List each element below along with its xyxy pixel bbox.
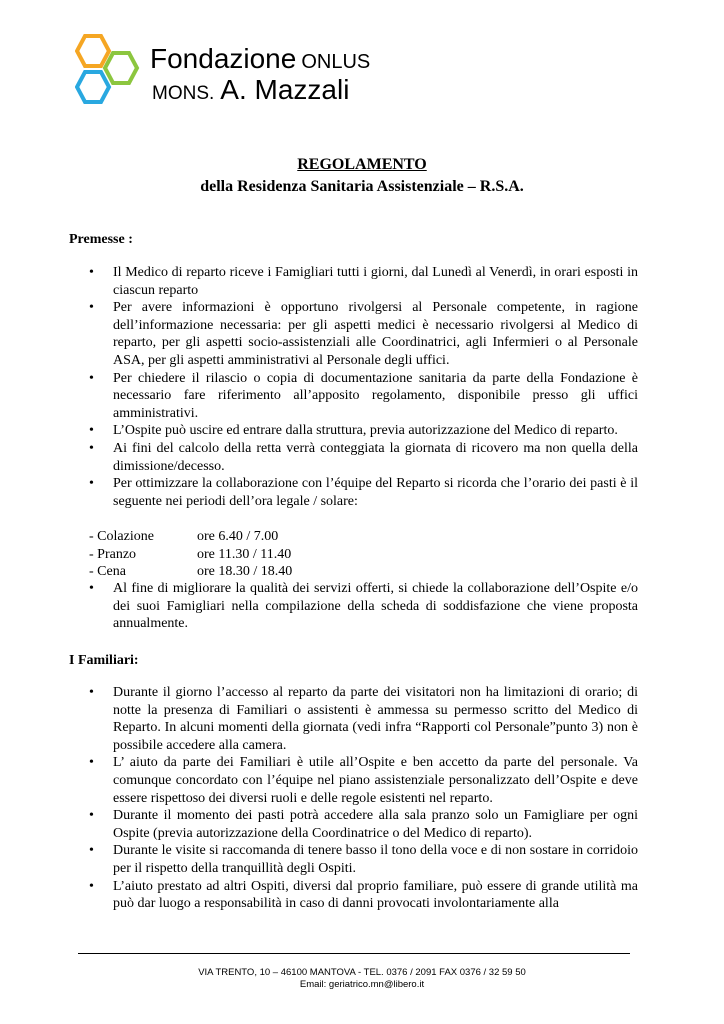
meal-time: ore 18.30 / 18.40 — [197, 564, 293, 580]
premesse-list-continued — [0, 580, 638, 633]
list-item: • Per ottimizzare la collaborazione con l’équipe del Reparto si ricorda che l’orario dei pasti è il seguente nei periodi dell’ora legale / solare: — [0, 475, 638, 510]
list-item: • Al fine di migliorare la qualità dei servizi offerti, si chiede la collaborazione dell’Ospite e/o dei suoi Famigliari nella compilazione della scheda di soddisfazione che viene proposta annualmente. — [0, 580, 638, 633]
familiari-heading: I Familiari: — [69, 653, 139, 668]
familiari-list — [0, 684, 638, 913]
meal-schedule — [89, 528, 292, 581]
premesse-heading: Premesse : — [69, 232, 133, 247]
footer-divider — [78, 953, 630, 954]
logo-mazzali: A. Mazzali — [220, 74, 350, 105]
list-item: • Ai fini del calcolo della retta verrà conteggiata la giornata di ricovero ma non quella della dimissione/decesso. — [0, 440, 638, 475]
hexagon-logo-icon — [75, 33, 150, 113]
list-item: • L’ aiuto da parte dei Familiari è utile all’Ospite e ben accetto da parte del personale. Va comunque concordato con l’équipe nel piano assistenziale personalizzato dell’Ospite e deve essere rispettoso dei diversi ruoli e delle regole esistenti nel reparto. — [0, 754, 638, 807]
meal-row — [89, 528, 292, 546]
list-item: • Durante le visite si raccomanda di tenere basso il tono della voce e di non sostare in corridoio per il rispetto della tranquillità degli Ospiti. — [0, 842, 638, 877]
meal-name: - Cena — [89, 564, 126, 580]
list-item: • Per chiedere il rilascio o copia di documentazione sanitaria da parte della Fondazione è necessario fare riferimento all’apposito regolamento, disponibile presso gli uffici amministrativi. — [0, 370, 638, 423]
premesse-list — [0, 264, 638, 510]
foundation-logo — [75, 33, 371, 113]
logo-text-line1 — [150, 43, 370, 75]
logo-text-line2 — [152, 74, 349, 106]
blue-hexagon — [77, 72, 109, 102]
meal-time: ore 11.30 / 11.40 — [197, 546, 292, 562]
footer-email: Email: geriatrico.mn@libero.it — [299, 979, 425, 990]
meal-row — [89, 563, 292, 581]
footer-address: VIA TRENTO, 10 – 46100 MANTOVA - TEL. 0376 / 2091 FAX 0376 / 32 59 50 — [198, 967, 526, 978]
list-item: • L’aiuto prestato ad altri Ospiti, diversi dal proprio familiare, può essere di grande utilità ma può dar luogo a responsabilità in caso di danni provocati involontariamente alla — [0, 878, 638, 913]
list-item: • Durante il momento dei pasti potrà accedere alla sala pranzo solo un Famigliare per ogni Ospite (previa autorizzazione della Coordinatrice o del Medico di reparto). — [0, 807, 638, 842]
list-item: • Durante il giorno l’accesso al reparto da parte dei visitatori non ha limitazioni di orario; di notte la presenza di Familiari o assistenti è ammessa su permesso scritto del Medico di Reparto. In alcuni momenti della giornata (vedi infra “Rapporti col Personale”punto 3) non è possibile accedere alla camera. — [0, 684, 638, 754]
meal-name: - Colazione — [89, 529, 154, 544]
logo-fondazione: Fondazione — [150, 43, 297, 74]
logo-mons: MONS. — [152, 83, 215, 104]
meal-time: ore 6.40 / 7.00 — [197, 529, 279, 544]
document-subtitle: della Residenza Sanitaria Assistenziale – R.S.A. — [200, 178, 524, 195]
list-item: • Il Medico di reparto riceve i Famigliari tutti i giorni, dal Lunedì al Venerdì, in orari esposti in ciascun reparto — [0, 264, 638, 299]
list-item: • Per avere informazioni è opportuno rivolgersi al Personale competente, in ragione dell’informazione necessaria: per gli aspetti medici è necessario rivolgersi al Medico di reparto, per gli aspetti socio-assistenziali alle Coordinatrici, agli Infermieri o al Personale ASA, per gli aspetti amministrativi al Personale degli uffici. — [0, 299, 638, 369]
orange-hexagon — [77, 36, 109, 66]
list-item: • L’Ospite può uscire ed entrare dalla struttura, previa autorizzazione del Medico di reparto. — [0, 422, 638, 440]
meal-name: - Pranzo — [89, 546, 137, 562]
green-hexagon — [105, 53, 137, 83]
logo-onlus: ONLUS — [301, 51, 371, 73]
meal-row — [89, 546, 292, 564]
document-title: REGOLAMENTO — [297, 156, 427, 173]
